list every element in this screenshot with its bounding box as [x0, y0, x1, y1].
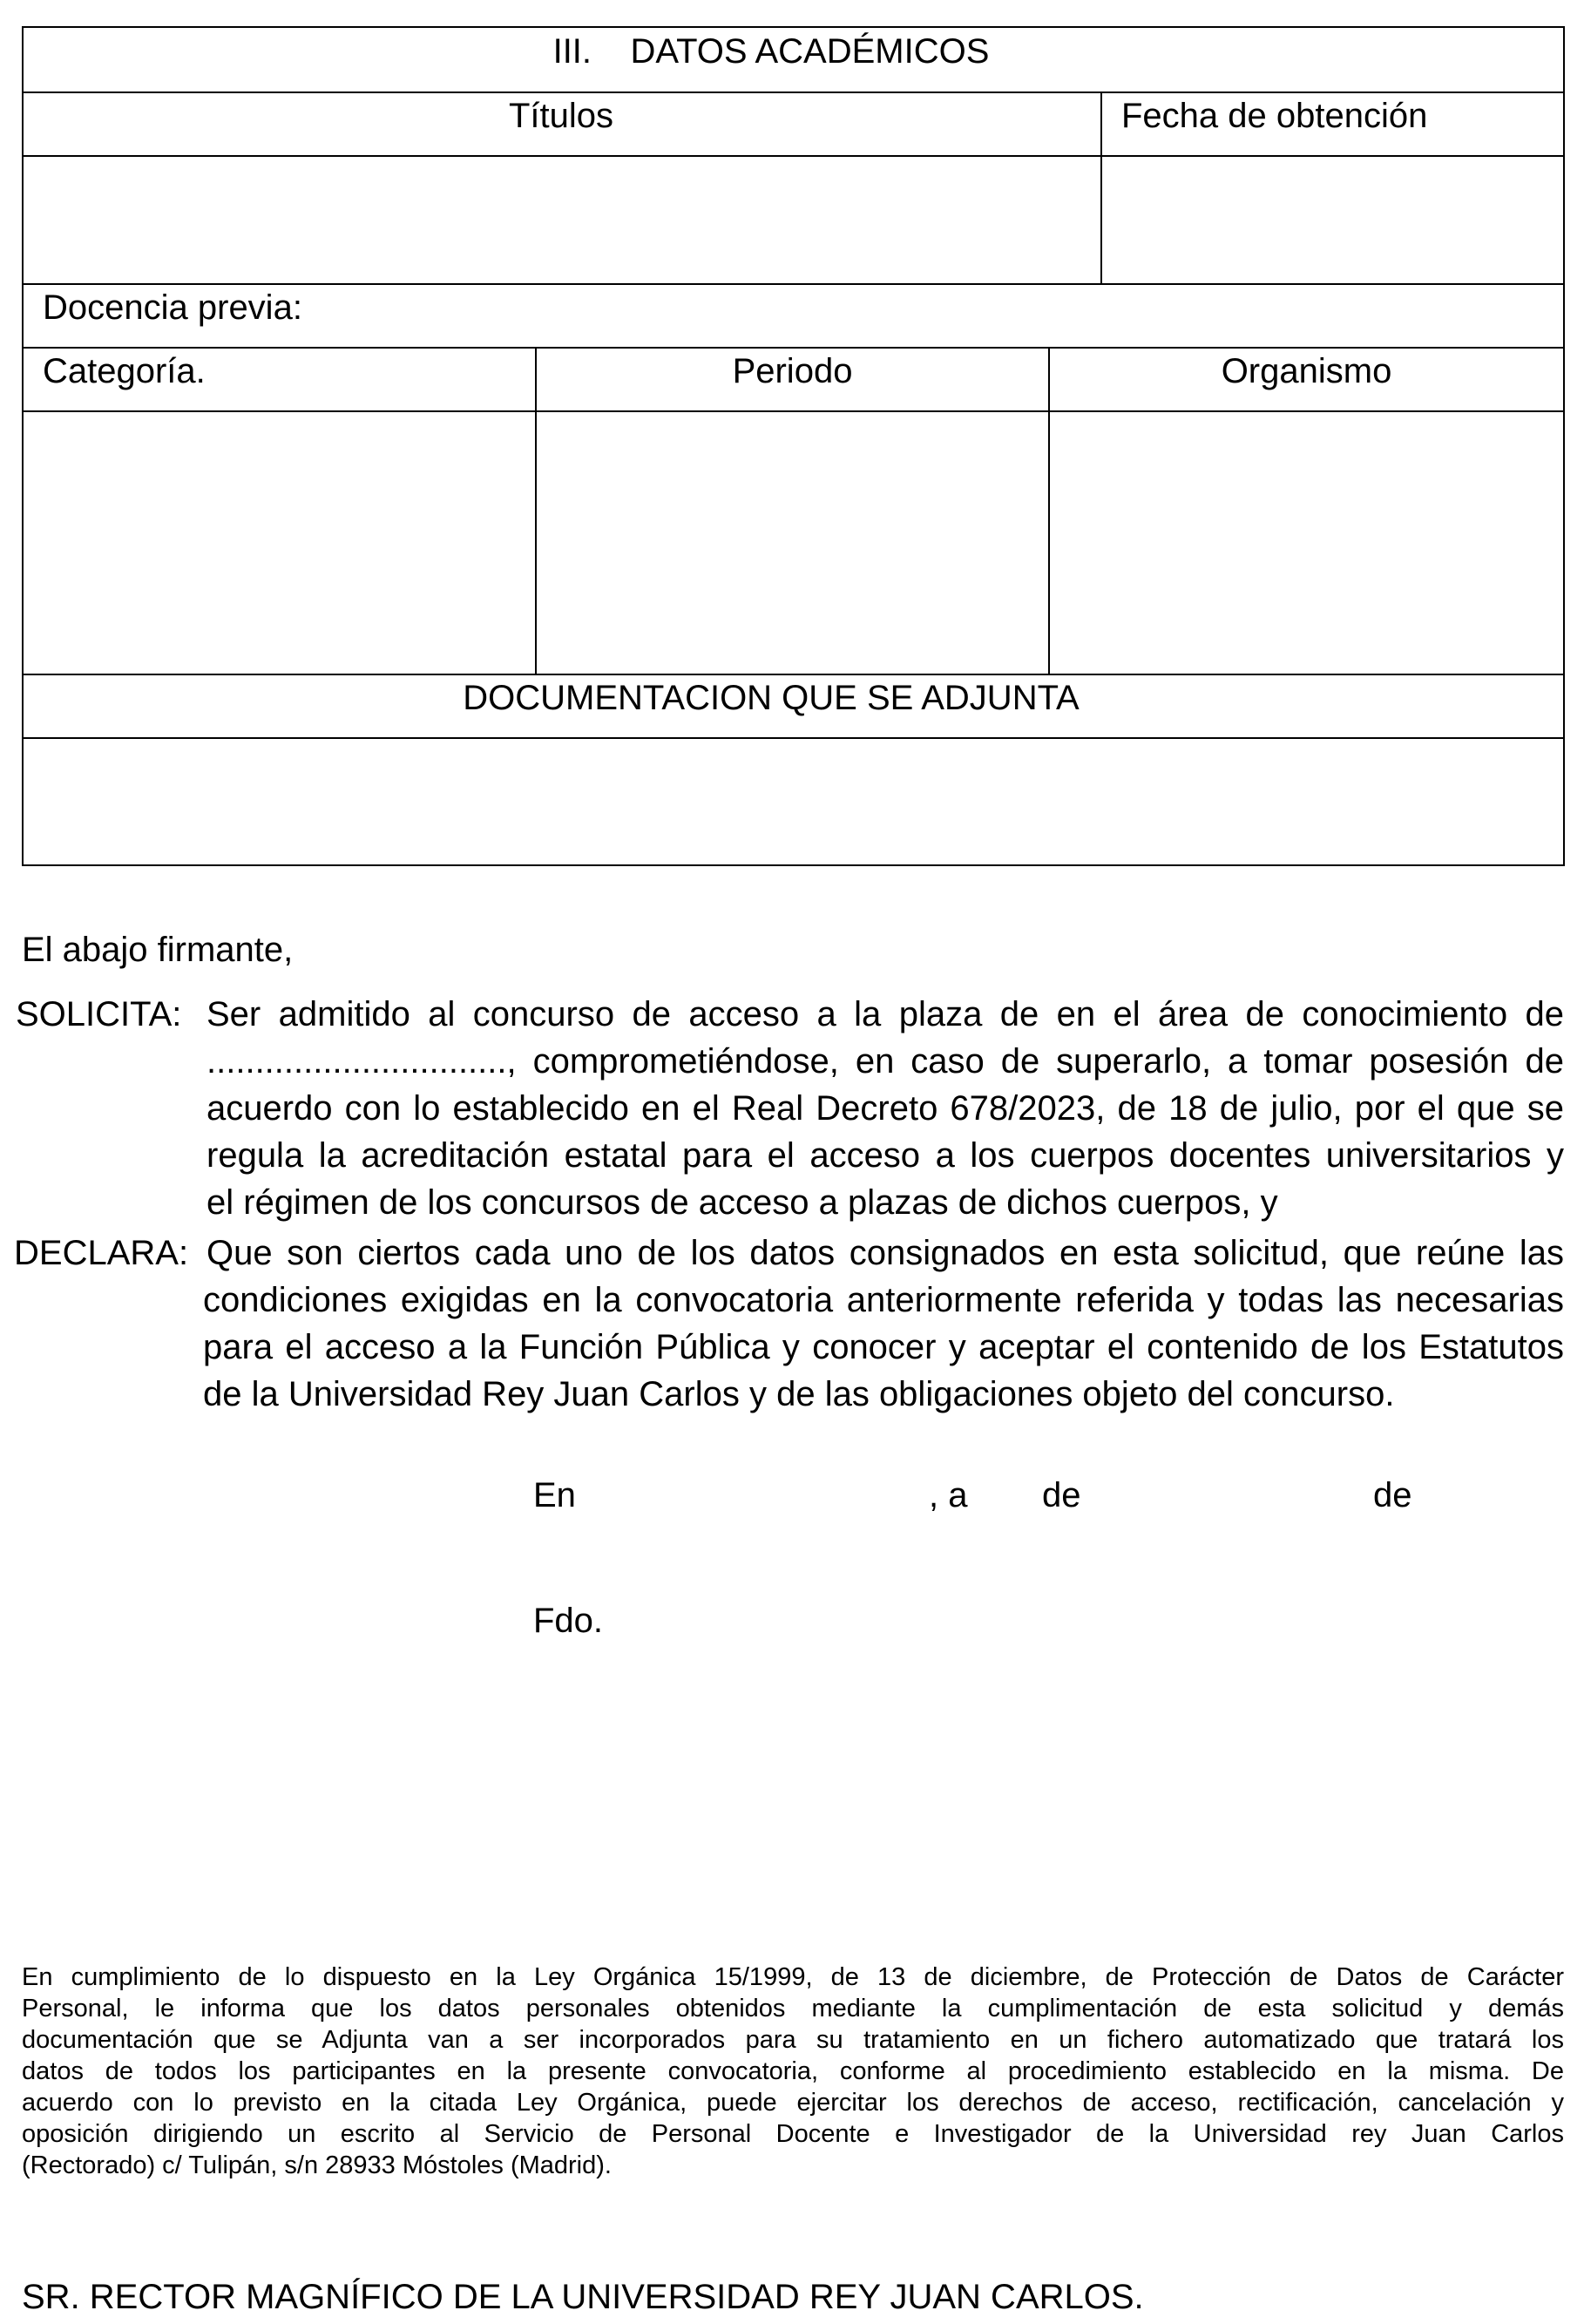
year-input[interactable]	[1429, 1472, 1560, 1519]
data-protection-notice	[22, 1962, 1564, 2181]
solicita-line: acuerdo con lo establecido en el Real Decreto 678/2023, de 18 de julio, por el que se	[206, 1089, 1564, 1128]
column-header-period: Periodo	[732, 352, 853, 390]
addressee: SR. RECTOR MAGNÍFICO DE LA UNIVERSIDAD REY JUAN CARLOS.	[22, 2278, 1144, 2316]
date-label-de-2: de	[1373, 1476, 1412, 1514]
column-header-titles: Títulos	[508, 97, 614, 135]
notice-line: datos de todos los participantes en la presente convocatoria, conforme al procedimiento establecido en la misma. De	[22, 2057, 1564, 2085]
solicita-label: SOLICITA:	[16, 995, 182, 1033]
solicita-line: Ser admitido al concurso de acceso a la plaza de en el área de conocimiento de	[206, 995, 1564, 1033]
notice-line: En cumplimiento de lo dispuesto en la Ley Orgánica 15/1999, de 13 de diciembre, de Protección de Datos de Carácter	[22, 1963, 1564, 1991]
titles-entry-field[interactable]	[24, 157, 1100, 283]
notice-line: oposición dirigiendo un escrito al Servicio de Personal Docente e Investigador de la Universidad rey Juan Carlos	[22, 2120, 1564, 2148]
place-input[interactable]	[592, 1472, 924, 1519]
column-header-category: Categoría.	[43, 352, 206, 390]
declara-line: para el acceso a la Función Pública y conocer y aceptar el contenido de los Estatutos	[203, 1328, 1564, 1366]
intro-text: El abajo firmante,	[22, 931, 294, 969]
month-input[interactable]	[1100, 1472, 1361, 1519]
declara-line: Que son ciertos cada uno de los datos consignados en esta solicitud, que reúne las	[206, 1234, 1564, 1272]
organism-entry-field[interactable]	[1050, 412, 1563, 674]
notice-line: (Rectorado) c/ Tulipán, s/n 28933 Móstoles (Madrid).	[22, 2151, 612, 2179]
column-header-organism: Organismo	[1221, 352, 1392, 390]
solicita-line: el régimen de los concursos de acceso a plazas de dichos cuerpos, y	[206, 1183, 1278, 1222]
signature-label-fdo: Fdo.	[533, 1602, 604, 1640]
attached-documentation-field[interactable]	[24, 739, 1563, 864]
notice-line: documentación que se Adjunta van a ser incorporados para su tratamiento en un fichero automatizado que tratará los	[22, 2026, 1564, 2054]
signature-field[interactable]	[610, 1597, 1481, 1644]
date-label-de-1: de	[1042, 1476, 1081, 1514]
solicita-line: ..............................., comprometiéndose, en caso de superarlo, a tomar posesión de	[206, 1042, 1564, 1081]
notice-line: Personal, le informa que los datos personales obtenidos mediante la cumplimentación de esta solicitud y demás	[22, 1995, 1564, 2022]
solicita-line: regula la acreditación estatal para el acceso a los cuerpos docentes universitarios y	[206, 1136, 1564, 1175]
notice-line: acuerdo con lo previsto en la citada Ley Orgánica, puede ejercitar los derechos de acceso, rectificación, cancelación y	[22, 2089, 1564, 2117]
declara-line: de la Universidad Rey Juan Carlos y de las obligaciones objeto del concurso.	[203, 1375, 1395, 1413]
period-entry-field[interactable]	[537, 412, 1048, 674]
column-header-obtained-date: Fecha de obtención	[1121, 97, 1428, 135]
declara-label: DECLARA:	[14, 1234, 189, 1272]
section-title: III. DATOS ACADÉMICOS	[552, 32, 990, 71]
category-entry-field[interactable]	[24, 412, 535, 674]
declara-line: condiciones exigidas en la convocatoria anteriormente referida y todas las necesarias	[203, 1281, 1564, 1319]
obtained-date-entry-field[interactable]	[1102, 157, 1563, 283]
date-label-comma-a: , a	[929, 1476, 968, 1514]
attached-documentation-header: DOCUMENTACION QUE SE ADJUNTA	[463, 679, 1080, 717]
prior-teaching-label: Docencia previa:	[43, 288, 302, 327]
day-input[interactable]	[979, 1472, 1039, 1519]
place-label-en: En	[533, 1476, 576, 1514]
